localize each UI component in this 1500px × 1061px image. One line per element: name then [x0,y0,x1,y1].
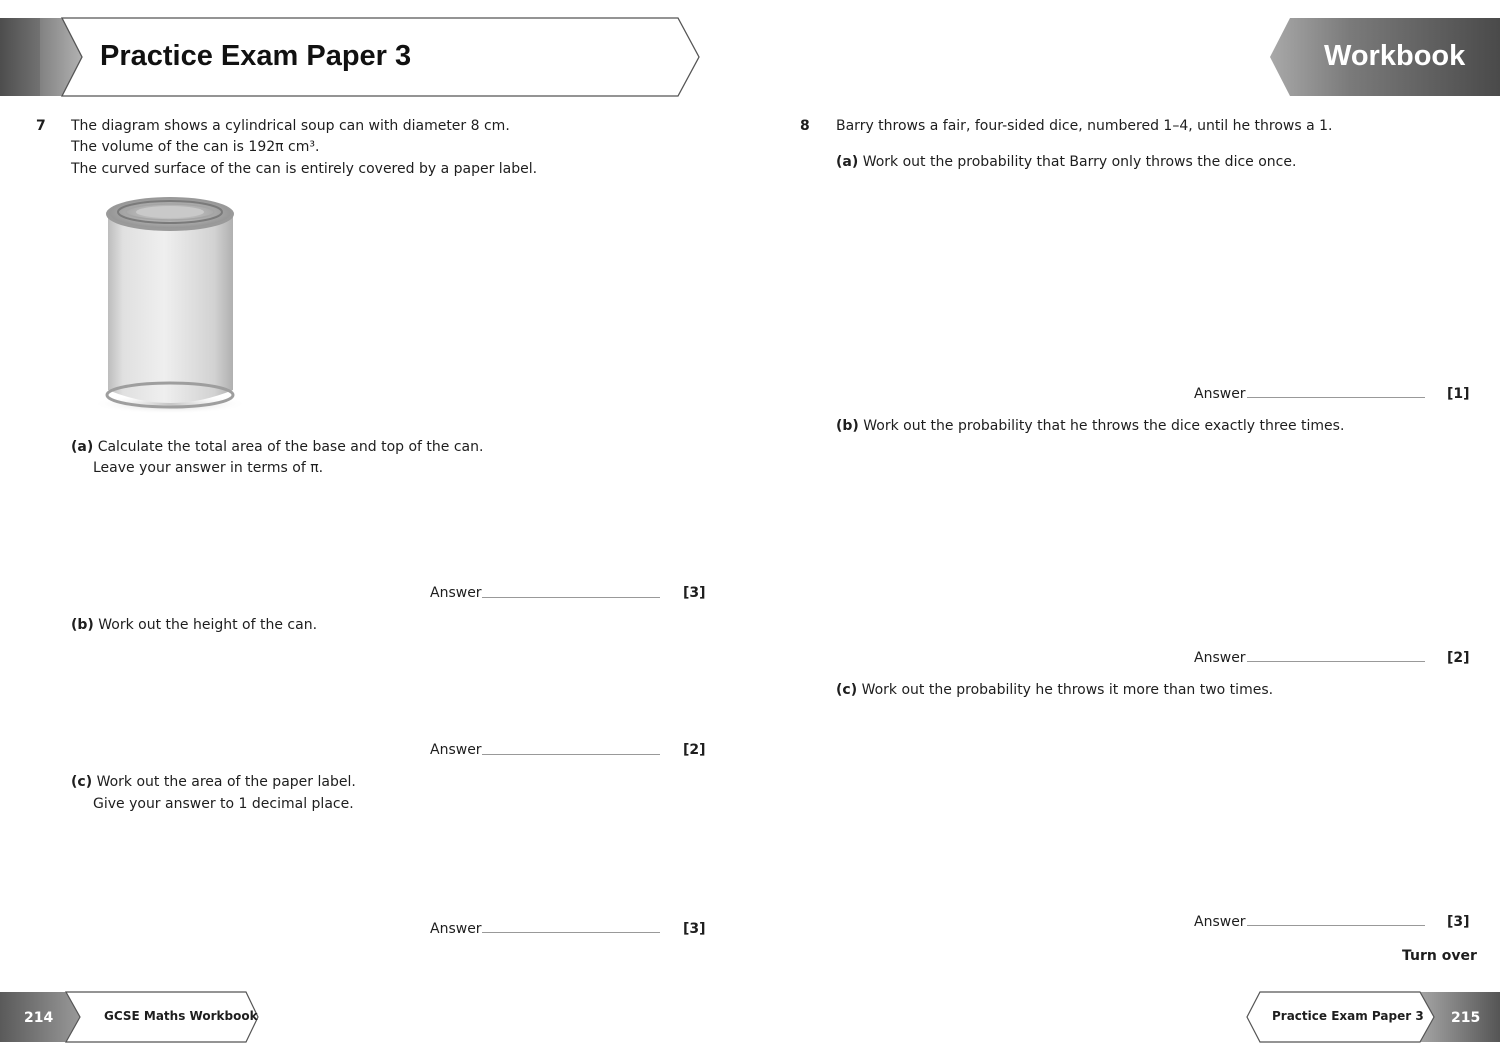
answer-field[interactable] [482,597,660,598]
answer-field[interactable] [1247,397,1425,398]
answer-field[interactable] [1247,925,1425,926]
part-label: (b) [71,617,94,633]
part-label: (c) [836,682,858,698]
marks: [3] [1447,914,1470,930]
question-text: The volume of the can is 192π cm³. [71,139,320,155]
part-label: (c) [71,774,93,790]
part-text: Work out the area of the paper label. [96,774,356,790]
question-part [71,437,483,458]
part-text: Work out the height of the can. [98,617,318,633]
answer-field[interactable] [482,754,660,755]
answer-label: Answer [430,585,482,601]
part-label: (a) [836,154,859,170]
question-text: The diagram shows a cylindrical soup can with diameter 8 cm. [71,118,510,134]
question-text: Barry throws a fair, four-sided dice, numbered 1–4, until he throws a 1. [836,118,1333,134]
marks: [2] [683,742,706,758]
answer-field[interactable] [1247,661,1425,662]
question-part [836,152,1296,173]
marks: [2] [1447,650,1470,666]
part-text: Give your answer to 1 decimal place. [93,796,354,812]
part-text: Leave your answer in terms of π. [93,460,324,476]
question-number: 7 [36,118,46,134]
answer-label: Answer [1194,386,1246,402]
answer-field[interactable] [482,932,660,933]
answer-label: Answer [1194,650,1246,666]
question-part [71,615,317,636]
question-text: The curved surface of the can is entirely covered by a paper label. [71,161,538,177]
soup-can-image [88,190,248,420]
answer-label: Answer [430,742,482,758]
marks: [1] [1447,386,1470,402]
answer-label: Answer [1194,914,1246,930]
question-part [836,680,1273,701]
turn-over-label: Turn over [1402,948,1477,964]
part-text: Work out the probability that he throws the dice exactly three times. [863,418,1345,434]
marks: [3] [683,585,706,601]
question-part [836,416,1344,437]
part-text: Calculate the total area of the base and top of the can. [97,439,484,455]
footer-left-label: GCSE Maths Workbook [104,1009,258,1023]
part-label: (b) [836,418,859,434]
part-text: Work out the probability that Barry only throws the dice once. [862,154,1297,170]
question-part [71,772,356,793]
page-number-right: 215 [1451,1010,1481,1026]
page-title: Practice Exam Paper 3 [100,40,412,72]
workbook-title: Workbook [1324,40,1466,72]
part-label: (a) [71,439,94,455]
answer-label: Answer [430,921,482,937]
part-text: Work out the probability he throws it more than two times. [861,682,1274,698]
question-number: 8 [800,118,810,134]
marks: [3] [683,921,706,937]
page-number-left: 214 [24,1010,54,1026]
footer-right-label: Practice Exam Paper 3 [1272,1009,1424,1023]
